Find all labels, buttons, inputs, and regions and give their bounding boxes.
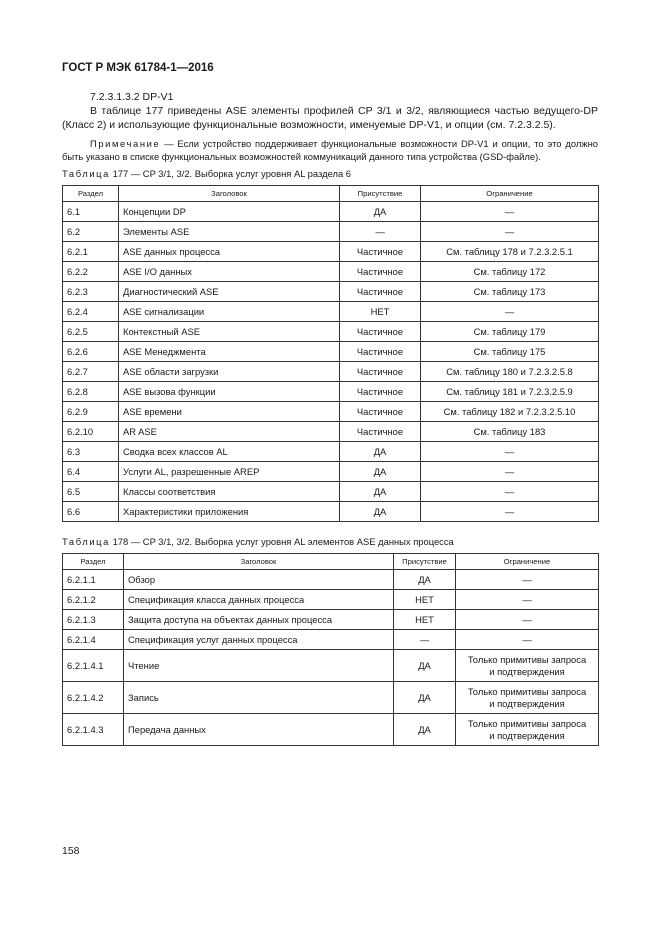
table-row xyxy=(63,362,599,382)
table-row xyxy=(63,610,599,630)
cell-title: Классы соответствия xyxy=(119,482,340,502)
cell-presence: Частичное xyxy=(340,322,421,342)
cell-section: 6.5 xyxy=(63,482,119,502)
cell-restriction: См. таблицу 173 xyxy=(421,282,599,302)
table-row xyxy=(63,262,599,282)
cell-title: Спецификация услуг данных процесса xyxy=(124,630,394,650)
cell-title: Контекстный ASE xyxy=(119,322,340,342)
table-row xyxy=(63,322,599,342)
table-row xyxy=(63,462,599,482)
cell-section: 6.2.3 xyxy=(63,282,119,302)
cell-presence: Частичное xyxy=(340,282,421,302)
note-label: Примечание xyxy=(90,138,161,149)
cell-section: 6.4 xyxy=(63,462,119,482)
cell-restriction: См. таблицу 182 и 7.2.3.2.5.10 xyxy=(421,402,599,422)
cell-presence: ДА xyxy=(394,570,456,590)
cell-section: 6.2.1 xyxy=(63,242,119,262)
cell-title: ASE времени xyxy=(119,402,340,422)
cell-restriction: См. таблицу 180 и 7.2.3.2.5.8 xyxy=(421,362,599,382)
cell-restriction: — xyxy=(456,570,599,590)
cell-section: 6.2.1.2 xyxy=(63,590,124,610)
cell-presence: ДА xyxy=(394,650,456,682)
table-row xyxy=(63,302,599,322)
cell-restriction: См. таблицу 175 xyxy=(421,342,599,362)
cell-presence: ДА xyxy=(394,714,456,746)
cell-restriction: — xyxy=(421,462,599,482)
cell-section: 6.2.1.4 xyxy=(63,630,124,650)
cell-restriction: Только примитивы запроса и подтверждения xyxy=(456,650,599,682)
cell-section: 6.2.8 xyxy=(63,382,119,402)
table-177-caption xyxy=(62,168,351,179)
table-row xyxy=(63,630,599,650)
cell-restriction: См. таблицу 183 xyxy=(421,422,599,442)
cell-restriction: — xyxy=(456,630,599,650)
cell-title: Обзор xyxy=(124,570,394,590)
cell-title: Передача данных xyxy=(124,714,394,746)
cell-restriction: — xyxy=(421,442,599,462)
cell-presence: Частичное xyxy=(340,262,421,282)
table-178-caption-label: Таблица xyxy=(62,536,110,547)
cell-presence: Частичное xyxy=(340,382,421,402)
table-178-caption-text: 178 — CP 3/1, 3/2. Выборка услуг уровня AL элементов ASE данных процесса xyxy=(109,536,454,547)
cell-section: 6.2.5 xyxy=(63,322,119,342)
cell-presence: ДА xyxy=(340,442,421,462)
cell-presence: Частичное xyxy=(340,342,421,362)
cell-section: 6.2.2 xyxy=(63,262,119,282)
table-row xyxy=(63,482,599,502)
cell-title: Характеристики приложения xyxy=(119,502,340,522)
cell-restriction: Только примитивы запроса и подтверждения xyxy=(456,714,599,746)
cell-presence: Частичное xyxy=(340,362,421,382)
cell-restriction: — xyxy=(421,202,599,222)
table-177 xyxy=(62,185,599,522)
cell-title: ASE Менеджмента xyxy=(119,342,340,362)
cell-title: ASE сигнализации xyxy=(119,302,340,322)
table-row xyxy=(63,382,599,402)
cell-restriction: — xyxy=(421,502,599,522)
cell-title: Спецификация класса данных процесса xyxy=(124,590,394,610)
cell-presence: НЕТ xyxy=(394,590,456,610)
table-row xyxy=(63,342,599,362)
cell-title: ASE области загрузки xyxy=(119,362,340,382)
cell-section: 6.2.1.1 xyxy=(63,570,124,590)
table-row xyxy=(63,502,599,522)
table-row xyxy=(63,202,599,222)
cell-title: Чтение xyxy=(124,650,394,682)
cell-section: 6.2.10 xyxy=(63,422,119,442)
table-row xyxy=(63,282,599,302)
cell-restriction: — xyxy=(456,590,599,610)
cell-restriction: — xyxy=(421,302,599,322)
page-number: 158 xyxy=(62,845,80,857)
cell-section: 6.2.1.4.1 xyxy=(63,650,124,682)
cell-title: Сводка всех классов AL xyxy=(119,442,340,462)
cell-title: Элементы ASE xyxy=(119,222,340,242)
cell-title: Услуги AL, разрешенные AREP xyxy=(119,462,340,482)
document-header: ГОСТ Р МЭК 61784-1—2016 xyxy=(62,62,214,74)
cell-section: 6.2.9 xyxy=(63,402,119,422)
table-row xyxy=(63,590,599,610)
cell-restriction: — xyxy=(421,222,599,242)
cell-presence: ДА xyxy=(340,482,421,502)
cell-presence: ДА xyxy=(340,202,421,222)
cell-title: ASE данных процесса xyxy=(119,242,340,262)
cell-section: 6.1 xyxy=(63,202,119,222)
table-row xyxy=(63,402,599,422)
table-row xyxy=(63,714,599,746)
header-presence: Присутствие xyxy=(340,186,421,202)
cell-title: Защита доступа на объектах данных процесса xyxy=(124,610,394,630)
table-row xyxy=(63,650,599,682)
section-number: 7.2.3.1.3.2 DP-V1 xyxy=(90,91,174,103)
cell-section: 6.2.1.4.3 xyxy=(63,714,124,746)
table-row xyxy=(63,682,599,714)
cell-restriction: См. таблицу 178 и 7.2.3.2.5.1 xyxy=(421,242,599,262)
cell-restriction: См. таблицу 179 xyxy=(421,322,599,342)
table-178-caption xyxy=(62,536,454,547)
cell-restriction: — xyxy=(421,482,599,502)
cell-presence: Частичное xyxy=(340,402,421,422)
cell-section: 6.2.1.4.2 xyxy=(63,682,124,714)
table-row xyxy=(63,422,599,442)
cell-presence: НЕТ xyxy=(340,302,421,322)
cell-section: 6.3 xyxy=(63,442,119,462)
cell-restriction: — xyxy=(456,610,599,630)
cell-title: ASE I/O данных xyxy=(119,262,340,282)
cell-restriction: См. таблицу 181 и 7.2.3.2.5.9 xyxy=(421,382,599,402)
cell-section: 6.2.6 xyxy=(63,342,119,362)
section-paragraph: В таблице 177 приведены ASE элементы профилей CP 3/1 и 3/2, являющиеся частью ведущего-DP (Класс 2) и использующие функциональные возможности, именуемые DP-V1, и опции (см. 7.2.3.2.5). xyxy=(62,105,598,131)
cell-presence: — xyxy=(340,222,421,242)
table-row xyxy=(63,222,599,242)
header-restriction: Ограничение xyxy=(456,554,599,570)
header-section: Раздел xyxy=(63,186,119,202)
table-177-caption-label: Таблица xyxy=(62,168,110,179)
cell-presence: ДА xyxy=(394,682,456,714)
cell-title: Запись xyxy=(124,682,394,714)
header-restriction: Ограничение xyxy=(421,186,599,202)
table-177-caption-text: 177 — CP 3/1, 3/2. Выборка услуг уровня AL раздела 6 xyxy=(109,168,351,179)
cell-title: Диагностический ASE xyxy=(119,282,340,302)
cell-title: Концепции DP xyxy=(119,202,340,222)
cell-presence: — xyxy=(394,630,456,650)
cell-title: AR ASE xyxy=(119,422,340,442)
cell-section: 6.6 xyxy=(63,502,119,522)
cell-presence: Частичное xyxy=(340,422,421,442)
cell-section: 6.2.1.3 xyxy=(63,610,124,630)
header-title: Заголовок xyxy=(124,554,394,570)
note-paragraph xyxy=(62,138,598,163)
cell-presence: ДА xyxy=(340,462,421,482)
table-header-row xyxy=(63,186,599,202)
header-presence: Присутствие xyxy=(394,554,456,570)
table-row xyxy=(63,570,599,590)
cell-presence: НЕТ xyxy=(394,610,456,630)
cell-section: 6.2.7 xyxy=(63,362,119,382)
table-row xyxy=(63,242,599,262)
cell-restriction: См. таблицу 172 xyxy=(421,262,599,282)
header-section: Раздел xyxy=(63,554,124,570)
note-text: — Если устройство поддерживает функциональные возможности DP-V1 и опции, то это должно быть указано в списке функциональных возможностей коммуникаций данного типа устройства (GSD-файле). xyxy=(62,138,598,162)
cell-section: 6.2.4 xyxy=(63,302,119,322)
cell-title: ASE вызова функции xyxy=(119,382,340,402)
cell-restriction: Только примитивы запроса и подтверждения xyxy=(456,682,599,714)
table-row xyxy=(63,442,599,462)
cell-section: 6.2 xyxy=(63,222,119,242)
table-178 xyxy=(62,553,599,746)
cell-presence: ДА xyxy=(340,502,421,522)
cell-presence: Частичное xyxy=(340,242,421,262)
table-header-row xyxy=(63,554,599,570)
header-title: Заголовок xyxy=(119,186,340,202)
